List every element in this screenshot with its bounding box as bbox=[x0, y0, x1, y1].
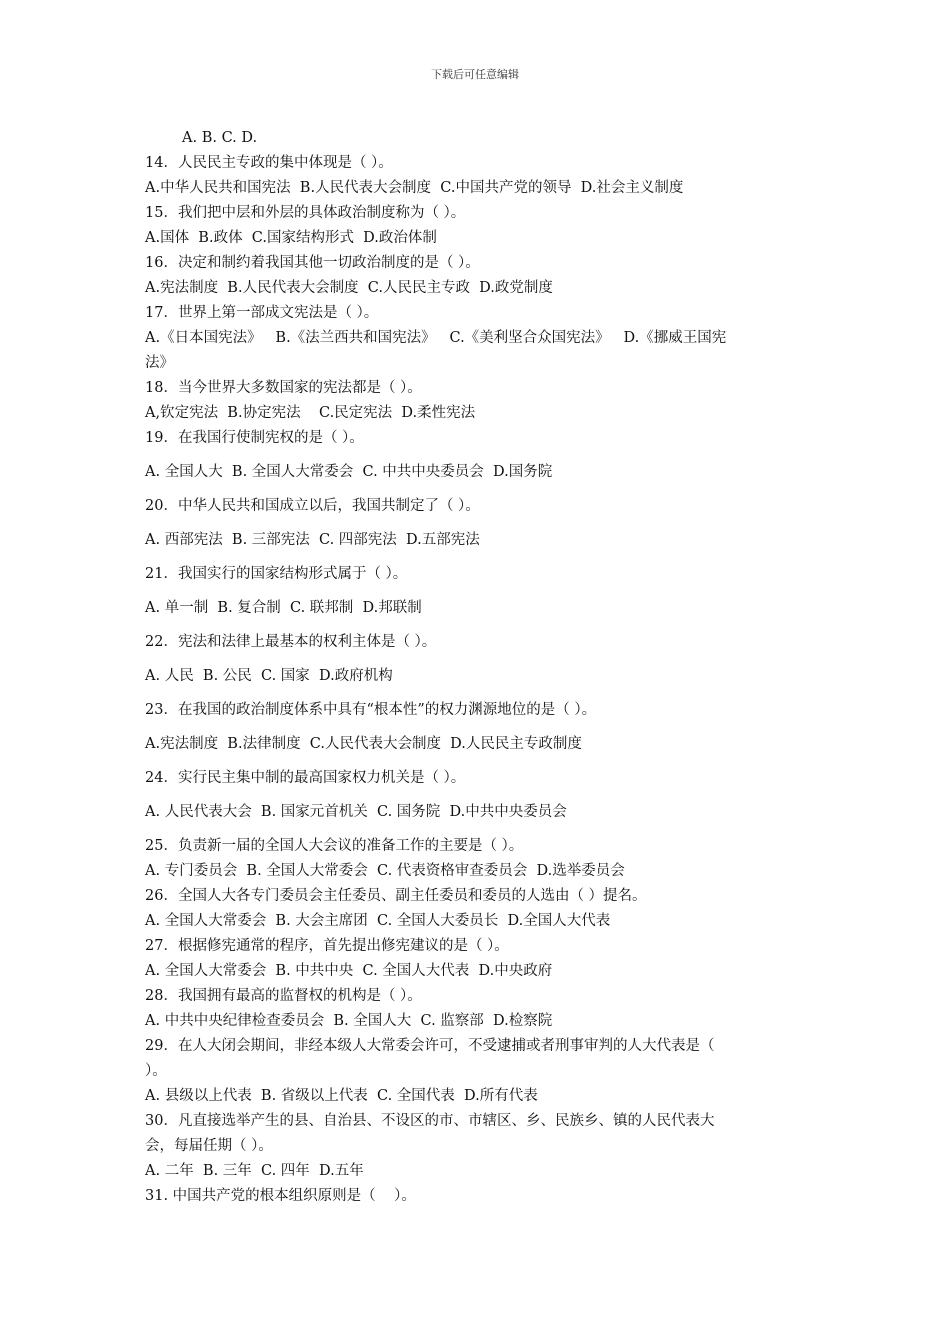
answer-options: A,钦定宪法 B.协定宪法 C.民定宪法 D.柔性宪法 bbox=[145, 405, 476, 421]
answer-options: A. 西部宪法 B. 三部宪法 C. 四部宪法 D.五部宪法 bbox=[145, 532, 480, 548]
question-text: 15．我们把中层和外层的具体政治制度称为（ ）。 bbox=[145, 205, 466, 221]
answer-options: A.《日本国宪法》 B.《法兰西共和国宪法》 C.《美利坚合众国宪法》 D.《挪威王国宪 bbox=[145, 330, 727, 346]
question-text: 14．人民民主专政的集中体现是（ ）。 bbox=[145, 155, 393, 171]
page-header: 下载后可任意编辑 bbox=[431, 68, 519, 81]
answer-options: A.宪法制度 B.法律制度 C.人民代表大会制度 D.人民民主专政制度 bbox=[145, 736, 582, 752]
question-text: 30．凡直接选举产生的县、自治县、不设区的市、市辖区、乡、民族乡、镇的人民代表大 bbox=[145, 1113, 715, 1129]
question-text: 25．负责新一届的全国人大会议的准备工作的主要是（ ）。 bbox=[145, 838, 524, 854]
question-text: 17．世界上第一部成文宪法是（ ）。 bbox=[145, 305, 379, 321]
question-text: 24．实行民主集中制的最高国家权力机关是（ ）。 bbox=[145, 770, 466, 786]
answer-options: A. B. C. D. bbox=[182, 130, 258, 146]
answer-options: A. 全国人大常委会 B. 中共中央 C. 全国人大代表 D.中央政府 bbox=[145, 963, 553, 979]
answer-options: A.中华人民共和国宪法 B.人民代表大会制度 C.中国共产党的领导 D.社会主义制度 bbox=[145, 180, 684, 196]
answer-options: A.国体 B.政体 C.国家结构形式 D.政治体制 bbox=[145, 230, 437, 246]
question-text: 18．当今世界大多数国家的宪法都是（ ）。 bbox=[145, 380, 422, 396]
answer-options: 会，每届任期（ ）。 bbox=[145, 1138, 273, 1154]
question-text: 23．在我国的政治制度体系中具有“根本性”的权力渊源地位的是（ ）。 bbox=[145, 702, 597, 718]
answer-options: A. 单一制 B. 复合制 C. 联邦制 D.邦联制 bbox=[145, 600, 422, 616]
question-text: 27．根据修宪通常的程序，首先提出修宪建议的是（ ）。 bbox=[145, 938, 509, 954]
question-text: 31. 中国共产党的根本组织原则是（ ）。 bbox=[145, 1188, 416, 1204]
answer-options: ）。 bbox=[145, 1063, 167, 1079]
question-text: 16．决定和制约着我国其他一切政治制度的是（ ）。 bbox=[145, 255, 480, 271]
question-text: 29．在人大闭会期间，非经本级人大常委会许可，不受逮捕或者刑事审判的人大代表是（ bbox=[145, 1038, 715, 1054]
answer-options: A. 二年 B. 三年 C. 四年 D.五年 bbox=[145, 1163, 364, 1179]
question-text: 26．全国人大各专门委员会主任委员、副主任委员和委员的人选由（ ）提名。 bbox=[145, 888, 647, 904]
answer-options: A.宪法制度 B.人民代表大会制度 C.人民民主专政 D.政党制度 bbox=[145, 280, 553, 296]
answer-options: A. 人民代表大会 B. 国家元首机关 C. 国务院 D.中共中央委员会 bbox=[145, 804, 567, 820]
answer-options: A. 中共中央纪律检查委员会 B. 全国人大 C. 监察部 D.检察院 bbox=[145, 1013, 553, 1029]
question-text: 28．我国拥有最高的监督权的机构是（ ）。 bbox=[145, 988, 422, 1004]
answer-options: A. 专门委员会 B. 全国人大常委会 C. 代表资格审查委员会 D.选举委员会 bbox=[145, 863, 625, 879]
question-text: 22．宪法和法律上最基本的权利主体是（ ）。 bbox=[145, 634, 437, 650]
answer-options: A. 全国人大 B. 全国人大常委会 C. 中共中央委员会 D.国务院 bbox=[145, 464, 553, 480]
answer-options: A. 人民 B. 公民 C. 国家 D.政府机构 bbox=[145, 668, 393, 684]
document-body bbox=[145, 126, 815, 1209]
answer-options: A. 全国人大常委会 B. 大会主席团 C. 全国人大委员长 D.全国人大代表 bbox=[145, 913, 611, 929]
question-text: 21．我国实行的国家结构形式属于（ ）。 bbox=[145, 566, 408, 582]
question-text: 20．中华人民共和国成立以后，我国共制定了（ ）。 bbox=[145, 498, 480, 514]
answer-options: 法》 bbox=[145, 355, 174, 371]
answer-options: A. 县级以上代表 B. 省级以上代表 C. 全国代表 D.所有代表 bbox=[145, 1088, 538, 1104]
question-text: 19．在我国行使制宪权的是（ ）。 bbox=[145, 430, 364, 446]
